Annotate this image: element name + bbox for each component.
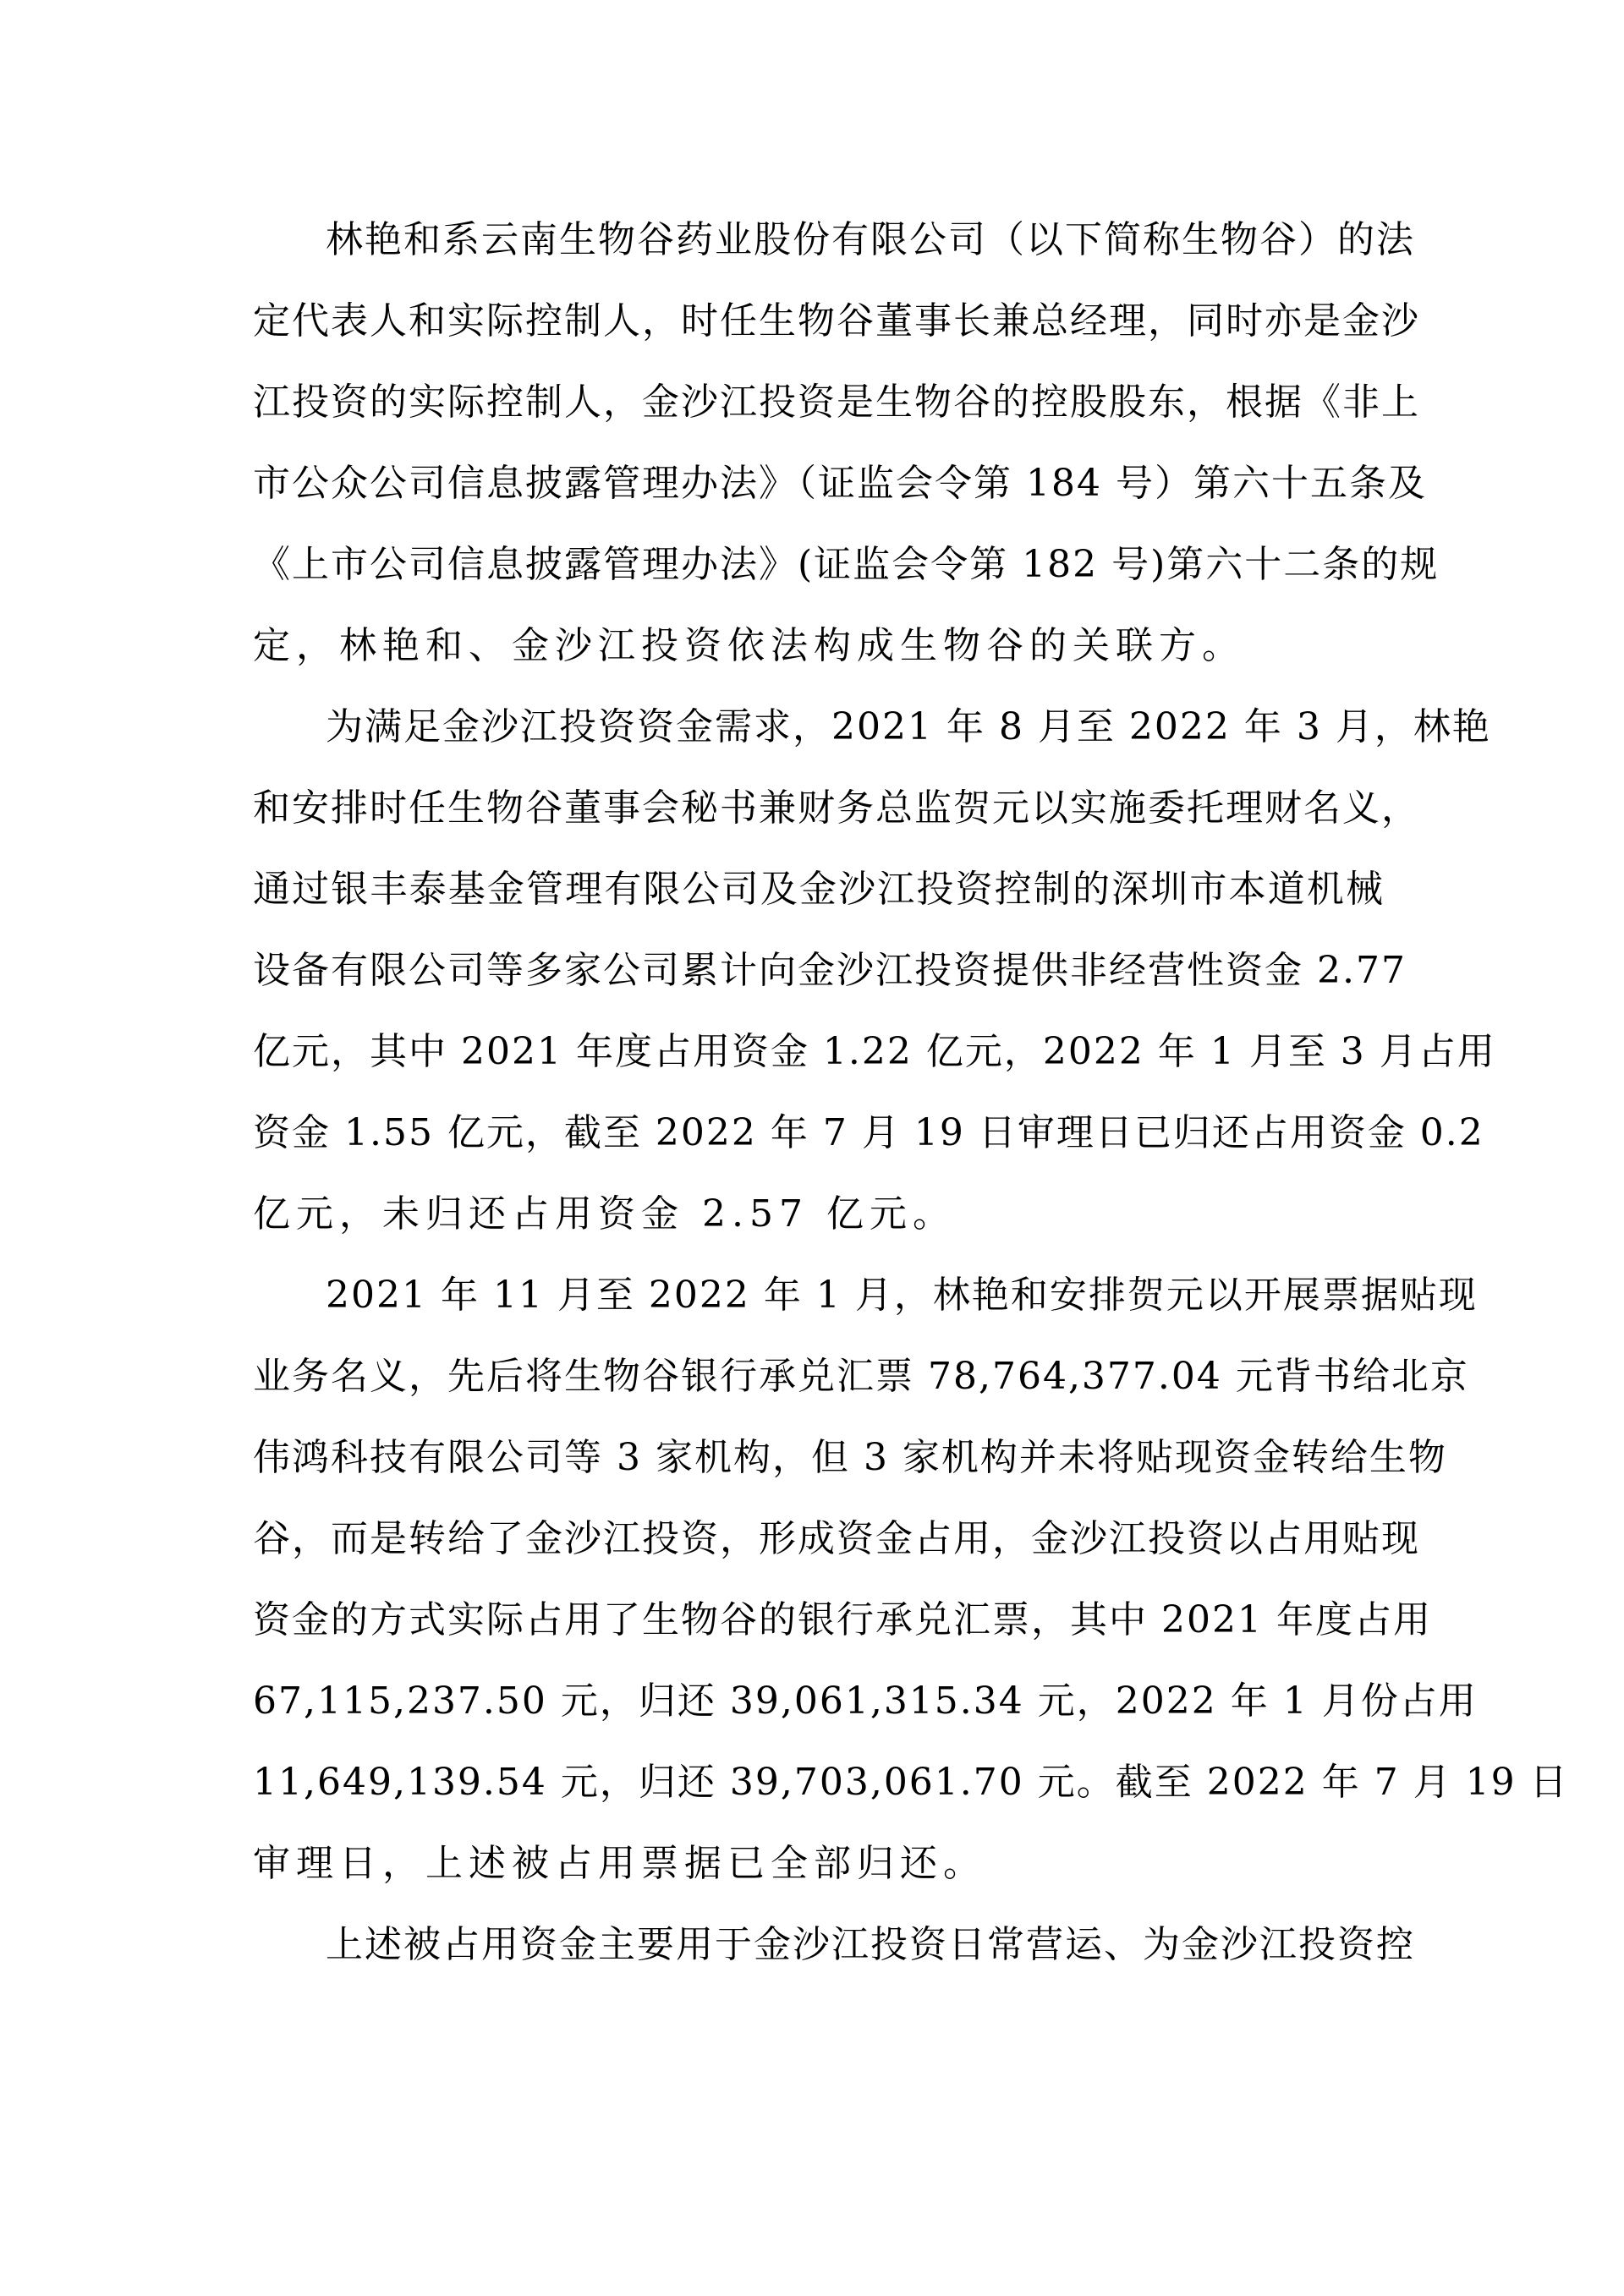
text-line: 通过银丰泰基金管理有限公司及金沙江投资控制的深圳市本道机械 — [253, 868, 1385, 911]
text-line: 11,649,139.54 元，归还 39,703,061.70 元。截至 2022 年 7 月 19 日 — [253, 1761, 1569, 1804]
text-line: 和安排时任生物谷董事会秘书兼财务总监贺元以实施委托理财名义， — [253, 786, 1420, 830]
text-line: 定代表人和实际控制人，时任生物谷董事长兼总经理，同时亦是金沙 — [253, 299, 1420, 342]
text-line: 为满足金沙江投资资金需求，2021 年 8 月至 2022 年 3 月，林艳 — [326, 705, 1491, 748]
text-line: 伟鸿科技有限公司等 3 家机构，但 3 家机构并未将贴现资金转给生物 — [253, 1436, 1447, 1479]
text-line: 业务名义，先后将生物谷银行承兑汇票 78,764,377.04 元背书给北京 — [253, 1355, 1469, 1398]
paragraph-fund-usage — [253, 1904, 1415, 1986]
paragraph-related-party — [253, 200, 1440, 687]
text-line: 亿元，其中 2021 年度占用资金 1.22 亿元，2022 年 1 月至 3 月占用 — [253, 1030, 1496, 1073]
document-body — [253, 200, 1569, 1986]
text-line: 设备有限公司等多家公司累计向金沙江投资提供非经营性资金 2.77 — [253, 949, 1407, 992]
text-line: 定，林艳和、金沙江投资依法构成生物谷的关联方。 — [253, 624, 1245, 667]
text-line: 审理日，上述被占用票据已全部归还。 — [253, 1842, 986, 1885]
text-line: 亿元，未归还占用资金 2.57 亿元。 — [253, 1192, 956, 1236]
text-line: 林艳和系云南生物谷药业股份有限公司（以下简称生物谷）的法 — [326, 218, 1415, 261]
text-line: 资金 1.55 亿元，截至 2022 年 7 月 19 日审理日已归还占用资金 0.2 — [253, 1111, 1484, 1154]
text-line: 67,115,237.50 元，归还 39,061,315.34 元，2022 年 1 月份占用 — [253, 1680, 1478, 1723]
text-line: 资金的方式实际占用了生物谷的银行承兑汇票，其中 2021 年度占用 — [253, 1598, 1432, 1641]
text-line: 《上市公司信息披露管理办法》(证监会令第 182 号)第六十二条的规 — [253, 543, 1440, 586]
text-line: 江投资的实际控制人，金沙江投资是生物谷的控股股东，根据《非上 — [253, 381, 1420, 424]
text-line: 上述被占用资金主要用于金沙江投资日常营运、为金沙江投资控 — [326, 1923, 1415, 1966]
text-line: 市公众公司信息披露管理办法》（证监会令第 184 号）第六十五条及 — [253, 462, 1427, 505]
paragraph-bill-discount — [253, 1255, 1569, 1904]
text-line: 谷，而是转给了金沙江投资，形成资金占用，金沙江投资以占用贴现 — [253, 1517, 1420, 1560]
text-line: 2021 年 11 月至 2022 年 1 月，林艳和安排贺元以开展票据贴现 — [326, 1274, 1478, 1317]
paragraph-fund-occupation — [253, 687, 1496, 1255]
